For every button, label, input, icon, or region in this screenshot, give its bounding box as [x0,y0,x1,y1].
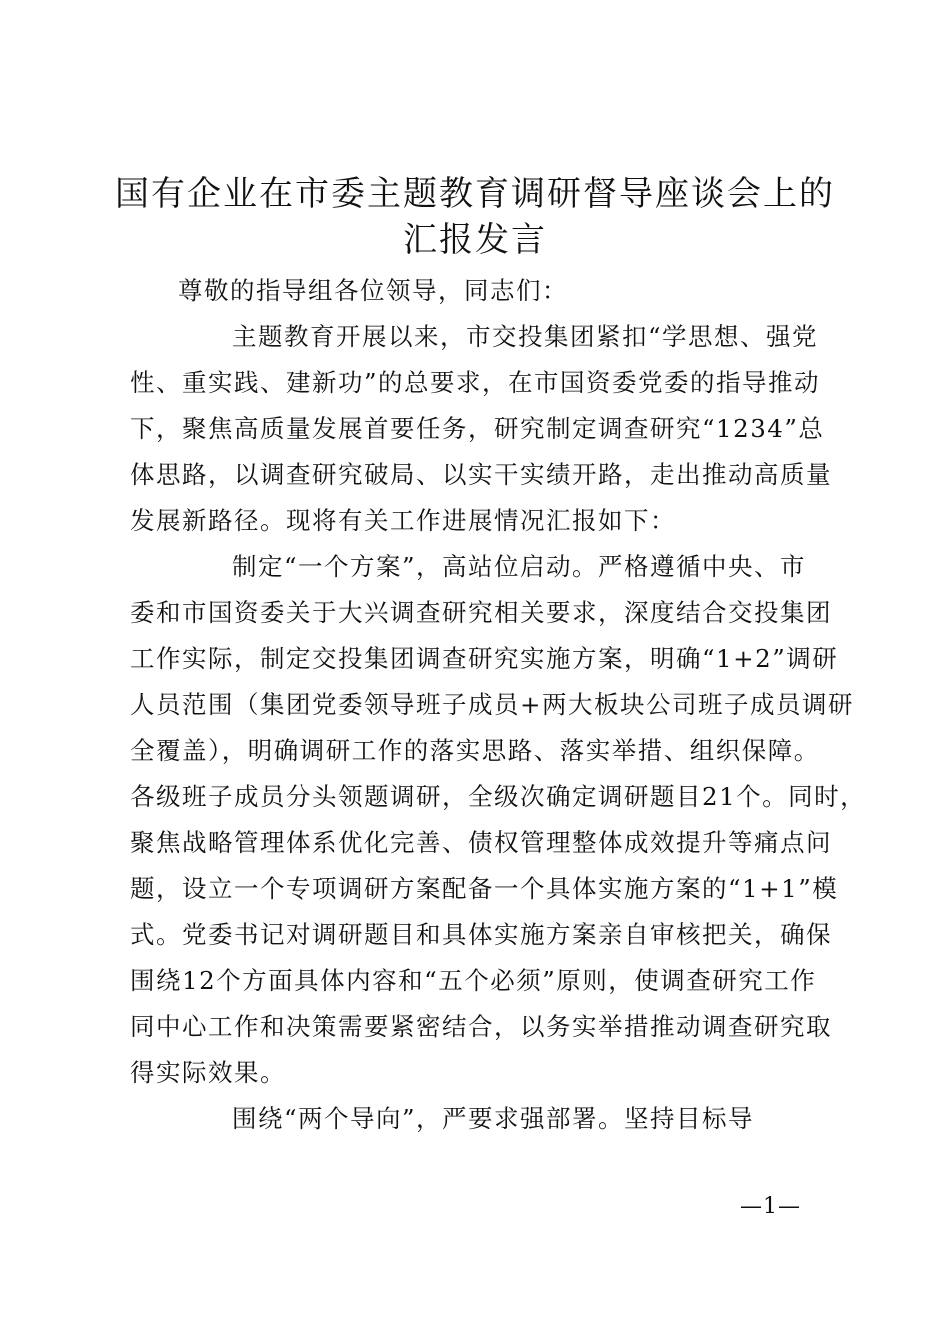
paragraph-2-line: 全覆盖），明确调研工作的落实思路、落实举措、组织保障。 [130,736,820,765]
paragraph-1-line: 体思路，以调查研究破局、以实干实绩开路，走出推动高质量 [130,460,832,489]
paragraph-2-line: 式。党委书记对调研题目和具体实施方案亲自审核把关，确保 [130,920,832,949]
paragraph-2-line: 题，设立一个专项调研方案配备一个具体实施方案的“1+1”模 [130,874,839,903]
document-title-line-2: 汇报发言 [403,220,547,260]
paragraph-2-line: 委和市国资委关于大兴调查研究相关要求，深度结合交投集团 [130,598,832,627]
paragraph-2-line: 聚焦战略管理体系优化完善、债权管理整体成效提升等痛点问 [130,828,832,857]
paragraph-1-line: 性、重实践、建新功”的总要求，在市国资委党委的指导推动 [130,368,821,397]
paragraph-2-line: 人员范围（集团党委领导班子成员+两大板块公司班子成员调研 [130,690,855,719]
paragraph-1-line: 下，聚焦高质量发展首要任务，研究制定调查研究“1234”总 [130,414,825,443]
paragraph-3-line: 围绕“两个导向”，严要求强部署。坚持目标导 [232,1104,755,1133]
salutation: 尊敬的指导组各位领导，同志们： [178,276,568,305]
document-title-line-1: 国有企业在市委主题教育调研督导座谈会上的 [115,174,835,214]
page-number: —1— [740,1194,801,1219]
paragraph-1-line: 发展新路径。现将有关工作进展情况汇报如下： [130,506,676,535]
paragraph-1-line: 主题教育开展以来，市交投集团紧扣“学思想、强党 [232,322,819,351]
paragraph-2-line: 工作实际，制定交投集团调查研究实施方案，明确“1+2”调研 [130,644,839,673]
paragraph-2-line: 得实际效果。 [130,1058,286,1087]
paragraph-2-line: 同中心工作和决策需要紧密结合，以务实举措推动调查研究取 [130,1012,832,1041]
paragraph-2-line: 制定“一个方案”，高站位启动。严格遵循中央、市 [232,552,807,581]
paragraph-2-line: 围绕12个方面具体内容和“五个必须”原则，使调查研究工作 [130,966,817,995]
paragraph-2-line: 各级班子成员分头领题调研，全级次确定调研题目21个。同时， [130,782,867,811]
